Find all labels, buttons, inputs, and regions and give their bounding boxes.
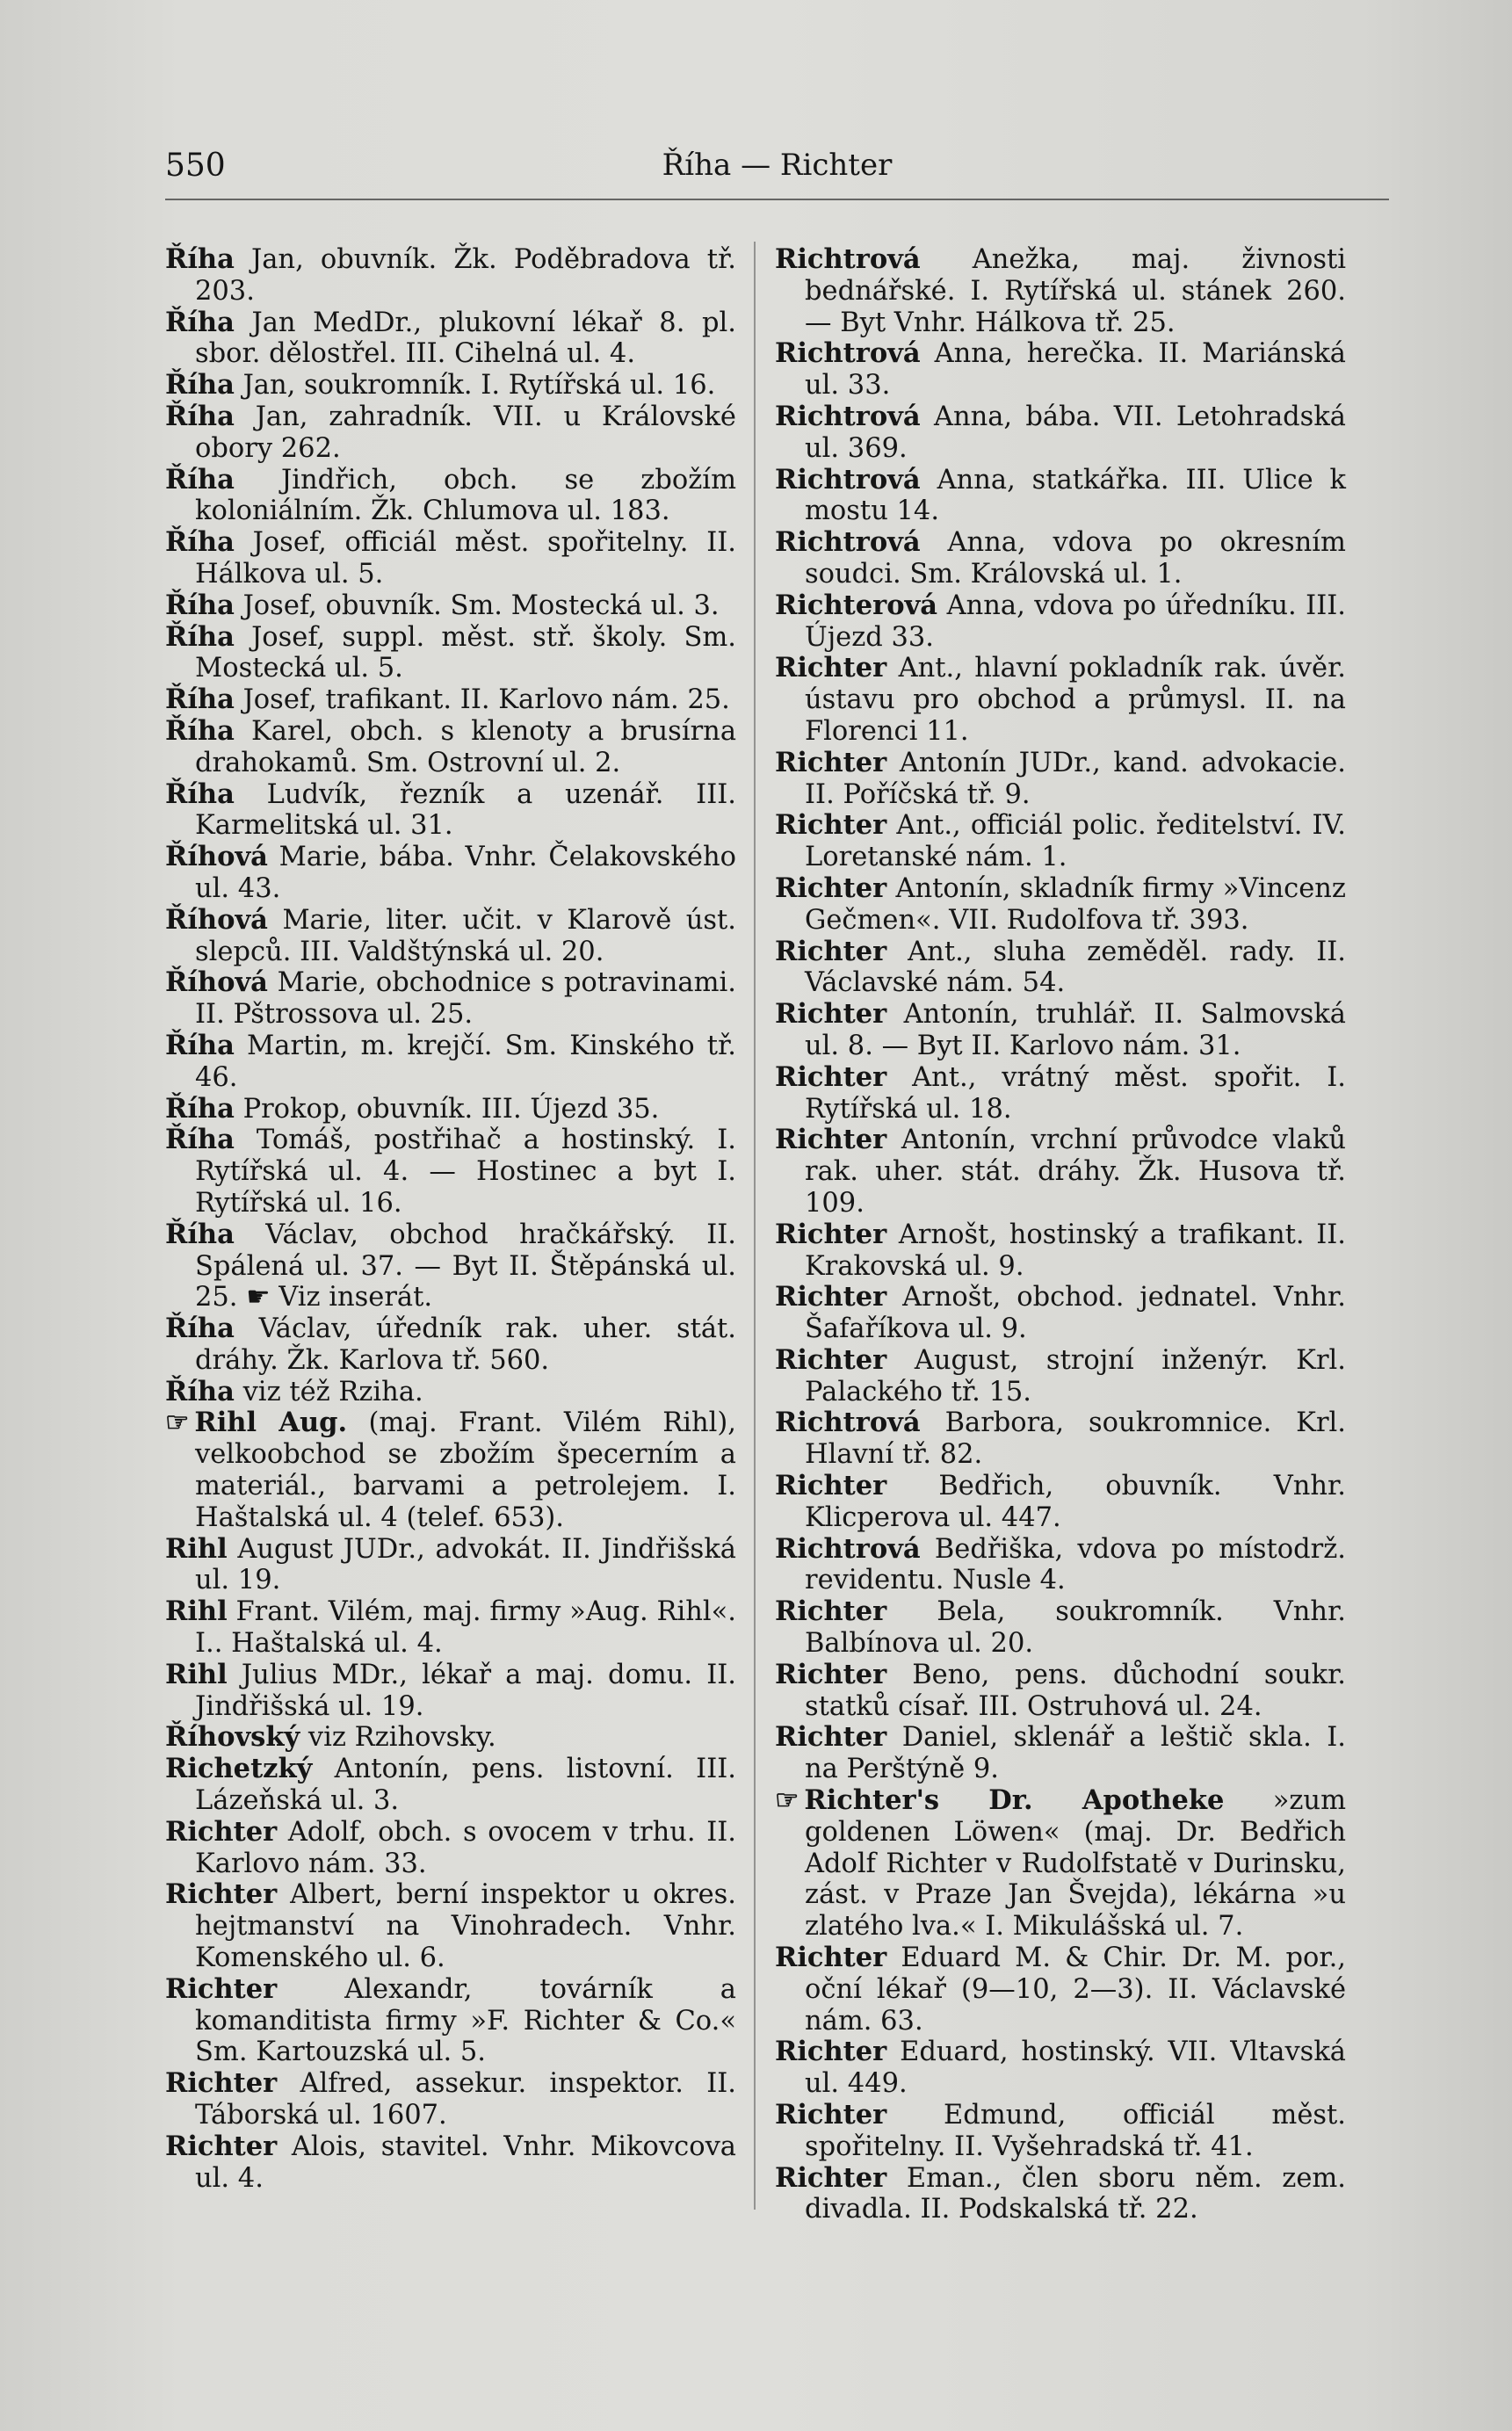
entry-surname: Říha <box>165 369 235 402</box>
page-number: 550 <box>165 148 226 184</box>
entry-details: Antonín, vrchní průvodce vlaků rak. uher. stát. dráhy. Žk. Husova tř. 109. <box>805 1125 1346 1219</box>
entry-surname: Říhová <box>165 841 268 873</box>
directory-entry <box>775 748 1346 811</box>
directory-entry <box>165 1094 736 1125</box>
directory-entry <box>165 1219 736 1313</box>
entry-surname: Richter <box>775 2036 887 2068</box>
entry-surname: Richtrová <box>775 463 921 496</box>
entry-surname: Richter <box>775 809 887 842</box>
directory-entry <box>165 842 736 905</box>
running-head: Říha — Richter <box>662 148 893 183</box>
directory-entry <box>775 338 1346 402</box>
directory-entry <box>165 307 736 371</box>
entry-details: Edmund, officiál měst. spořitelny. II. Vyšehradská tř. 41. <box>805 2100 1346 2162</box>
directory-entry <box>165 1596 736 1660</box>
entry-surname: Richter <box>165 2067 278 2100</box>
entry-surname: Říhová <box>165 966 268 999</box>
entry-surname: Rihl <box>165 1532 228 1565</box>
entry-details: Josef, trafikant. II. Karlovo nám. 25. <box>242 684 730 716</box>
entry-details: Jan, soukromník. I. Rytířská ul. 16. <box>242 370 716 402</box>
directory-entry <box>775 527 1346 590</box>
entry-details: Alfred, assekur. inspektor. II. Táborská ul. 1607. <box>195 2068 736 2131</box>
directory-entry <box>775 937 1346 1000</box>
entry-details: Eman., člen sboru něm. zem. divadla. II. Podskalská tř. 22. <box>805 2162 1346 2225</box>
directory-entry <box>165 716 736 779</box>
directory-entry <box>775 1943 1346 2037</box>
entry-surname: Richtrová <box>775 243 921 275</box>
entry-surname: Richter <box>165 1815 278 1848</box>
entry-details: Beno, pens. důchodní soukr. statků císař. III. Ostruhová ul. 24. <box>805 1659 1346 1722</box>
entry-details: Marie, bába. Vnhr. Čelakovského ul. 43. <box>195 842 736 904</box>
directory-entry <box>165 1031 736 1094</box>
directory-entry <box>775 999 1346 1062</box>
entry-details: Antonín JUDr., kand. advokacie. II. Poříčská tř. 9. <box>805 747 1346 810</box>
entry-details: Josef, officiál měst. spořitelny. II. Hálkova ul. 5. <box>195 527 736 590</box>
entry-details: Ludvík, řezník a uzenář. III. Karmelitská ul. 31. <box>195 778 736 842</box>
right-column <box>775 244 1346 2225</box>
entry-details: Eduard M. & Chir. Dr. M. por., oční lékař (9—10, 2—3). II. Václavské nám. 63. <box>805 1943 1346 2037</box>
directory-entry <box>165 1125 736 1219</box>
entry-details: Barbora, soukromnice. Krl. Hlavní tř. 82. <box>805 1407 1346 1471</box>
entry-surname: Rihl <box>165 1658 228 1690</box>
entry-details: »zum goldenen Löwen« (maj. Dr. Bedřich Adolf Richter v Rudolfstatě v Durinsku, zást. v Praze Jan Švejda), lékárna »u zlatého lva.« I. Mikulášská ul. 7. <box>805 1785 1346 1943</box>
directory-entry <box>165 1817 736 1880</box>
directory-entry <box>165 527 736 590</box>
directory-entry <box>775 1282 1346 1345</box>
pointing-hand-icon: ☞ <box>165 1407 190 1439</box>
entry-surname: Richter <box>775 1942 887 1974</box>
entry-details: Anna, vdova po úředníku. III. Újezd 33. <box>805 590 1346 653</box>
directory-entry <box>165 402 736 465</box>
entry-surname: Richter <box>775 935 887 967</box>
entry-surname: Richter <box>775 1281 887 1313</box>
entry-surname: Rihl <box>165 1595 228 1628</box>
entry-details: Ant., hlavní pokladník rak. úvěr. ústavu pro obchod a průmysl. II. na Florenci 11. <box>805 653 1346 747</box>
directory-entry <box>165 1879 736 1973</box>
entry-details: Julius MDr., lékař a maj. domu. II. Jindřišská ul. 19. <box>195 1659 737 1722</box>
entry-surname: Richter <box>165 1972 278 2005</box>
entry-details: Arnošt, hostinský a trafikant. II. Krakovská ul. 9. <box>805 1219 1346 1282</box>
entry-details: Václav, úředník rak. uher. stát. dráhy. Žk. Karlova tř. 560. <box>195 1313 736 1376</box>
entry-details: Anna, herečka. II. Mariánská ul. 33. <box>805 338 1346 402</box>
entry-details: Marie, liter. učit. v Klarově úst. slepců. III. Valdštýnská ul. 20. <box>195 904 736 967</box>
directory-entry <box>775 873 1346 937</box>
directory-entry <box>165 590 736 622</box>
entry-details: Prokop, obuvník. III. Újezd 35. <box>242 1093 660 1125</box>
directory-entry <box>165 1313 736 1377</box>
entry-details: Martin, m. krejčí. Sm. Kinského tř. 46. <box>195 1030 736 1093</box>
entry-surname: Richtrová <box>775 337 921 370</box>
entry-surname: Richter <box>775 1343 887 1376</box>
entry-surname: Richtrová <box>775 526 921 559</box>
entry-surname: Richtrová <box>775 1532 921 1565</box>
directory-entry <box>775 465 1346 528</box>
directory-entry <box>775 1596 1346 1660</box>
directory-entry <box>165 1534 736 1597</box>
entry-surname: Richetzký <box>165 1753 313 1785</box>
entry-details: Ant., officiál polic. ředitelství. IV. Loretanské nám. 1. <box>805 810 1346 873</box>
entry-surname: Richter <box>775 746 887 778</box>
directory-entry <box>165 370 736 402</box>
directory-entry <box>775 1534 1346 1597</box>
entry-details: August JUDr., advokát. II. Jindřišská ul. 19. <box>195 1533 736 1596</box>
directory-entry <box>165 622 736 685</box>
entry-surname: Richtrová <box>775 400 921 432</box>
entry-details: Ant., vrátný měst. spořit. I. Rytířská ul. 18. <box>805 1061 1346 1125</box>
entry-details: Eduard, hostinský. VII. Vltavská ul. 449. <box>805 2037 1346 2100</box>
directory-entry <box>775 1660 1346 1723</box>
entry-details: Jan, zahradník. VII. u Královské obory 262. <box>195 401 736 464</box>
entry-surname: Říha <box>165 1092 235 1125</box>
entry-details: Alois, stavitel. Vnhr. Mikovcova ul. 4. <box>195 2131 736 2194</box>
entry-surname: Říha <box>165 620 235 653</box>
directory-entry <box>165 2131 736 2195</box>
entry-surname: Říha <box>165 1029 235 1061</box>
entry-details: Bedřiška, vdova po místodrž. revidentu. Nusle 4. <box>805 1533 1346 1596</box>
entry-details: Anna, bába. VII. Letohradská ul. 369. <box>805 401 1346 464</box>
entry-details: Anna, statkářka. III. Ulice k mostu 14. <box>805 464 1346 527</box>
entry-surname: Říhová <box>165 903 268 936</box>
directory-entry <box>775 2037 1346 2100</box>
entry-surname: Richter <box>775 872 887 904</box>
directory-entry <box>775 2163 1346 2226</box>
directory-entry <box>165 1974 736 2068</box>
entry-details: August, strojní inženýr. Krl. Palackého tř. 15. <box>805 1344 1346 1407</box>
entry-details: Antonín, skladník firmy »Vincenz Gečmen«. VII. Rudolfova tř. 393. <box>805 872 1346 936</box>
entry-surname: Richter <box>165 2130 278 2162</box>
entry-surname: Říha <box>165 684 235 716</box>
directory-entry <box>775 244 1346 338</box>
entry-details: Josef, obuvník. Sm. Mostecká ul. 3. <box>242 590 720 621</box>
directory-entry <box>775 1125 1346 1219</box>
entry-details: Frant. Vilém, maj. firmy »Aug. Rihl«. I.. Haštalská ul. 4. <box>195 1596 736 1660</box>
entry-details: viz též Rziha. <box>242 1376 423 1407</box>
entry-surname: Říha <box>165 1375 235 1407</box>
entry-surname: Richter <box>775 998 887 1031</box>
entry-details: Karel, obch. s klenoty a brusírna drahokamů. Sm. Ostrovní ul. 2. <box>195 715 736 778</box>
entry-surname: Říha <box>165 778 235 810</box>
entry-surname: Říha <box>165 1313 235 1345</box>
entry-details: Jindřich, obch. se zbožím koloniálním. Žk. Chlumova ul. 183. <box>195 464 736 527</box>
directory-entry <box>775 2100 1346 2163</box>
entry-details: Bedřich, obuvník. Vnhr. Klicperova ul. 447. <box>805 1471 1346 1533</box>
entry-surname: Richter <box>775 1721 887 1754</box>
directory-entry <box>165 1754 736 1817</box>
directory-entry <box>165 1377 736 1408</box>
left-column <box>165 244 736 2194</box>
entry-surname: Říha <box>165 1124 235 1156</box>
directory-entry <box>775 810 1346 873</box>
directory-entry <box>165 779 736 843</box>
directory-entry <box>775 1785 1346 1943</box>
entry-surname: Richter's Dr. Apotheke <box>804 1784 1225 1817</box>
entry-details: Anna, vdova po okresním soudci. Sm. Královská ul. 1. <box>805 527 1346 590</box>
entry-details: Antonín, pens. listovní. III. Lázeňská ul. 3. <box>195 1754 736 1817</box>
directory-entry <box>775 402 1346 465</box>
entry-surname: Říha <box>165 400 235 432</box>
entry-surname: Richter <box>775 1060 887 1093</box>
column-divider <box>754 242 756 2210</box>
entry-details: viz Rzihovsky. <box>307 1722 496 1754</box>
directory-entry <box>165 905 736 968</box>
directory-entry <box>165 684 736 716</box>
entry-surname: Říha <box>165 1218 235 1250</box>
directory-entry <box>165 967 736 1031</box>
pointing-hand-icon: ☞ <box>775 1784 799 1817</box>
directory-entry <box>775 1722 1346 1785</box>
entry-details: Marie, obchodnice s potravinami. II. Pštrossova ul. 25. <box>195 967 736 1031</box>
directory-entry <box>775 1471 1346 1534</box>
entry-details: (maj. Frant. Vilém Rihl), velkoobchod se zbožím špecerním a materiál., barvami a petrolejem. I. Haštalská ul. 4 (telef. 653). <box>195 1407 736 1533</box>
page-header <box>165 148 1389 192</box>
directory-entry <box>165 1407 736 1533</box>
entry-details: Ant., sluha zeměděl. rady. II. Václavské nám. 54. <box>805 936 1346 999</box>
header-rule <box>165 199 1389 200</box>
entry-details: Albert, berní inspektor u okres. hejtmanství na Vinohradech. Vnhr. Komenského ul. 6. <box>195 1879 736 1974</box>
entry-surname: Říha <box>165 463 235 496</box>
entry-surname: Richter <box>775 1124 887 1156</box>
entry-details: Anežka, maj. živnosti bednářské. I. Rytířská ul. stánek 260. — Byt Vnhr. Hálkova tř. 25. <box>805 244 1346 338</box>
directory-entry <box>165 465 736 528</box>
directory-entry <box>165 2068 736 2131</box>
entry-details: Daniel, sklenář a leštič skla. I. na Perštýně 9. <box>805 1722 1346 1785</box>
entry-surname: Richter <box>775 2161 887 2194</box>
directory-entry <box>165 1660 736 1723</box>
entry-surname: Rihl Aug. <box>194 1407 348 1439</box>
entry-surname: Říha <box>165 589 235 621</box>
entry-details: Jan MedDr., plukovní lékař 8. pl. sbor. dělostřel. III. Cihelná ul. 4. <box>195 307 736 370</box>
entry-details: Arnošt, obchod. jednatel. Vnhr. Šafaříkova ul. 9. <box>805 1282 1346 1345</box>
entry-details: Adolf, obch. s ovocem v trhu. II. Karlovo nám. 33. <box>195 1816 736 1879</box>
directory-entry <box>775 1062 1346 1125</box>
entry-surname: Richter <box>775 652 887 684</box>
entry-surname: Richter <box>775 1470 887 1502</box>
entry-details: Josef, suppl. měst. stř. školy. Sm. Mostecká ul. 5. <box>195 621 736 684</box>
entry-surname: Říhovský <box>165 1721 300 1754</box>
entry-surname: Říha <box>165 306 235 338</box>
entry-surname: Richter <box>775 1658 887 1690</box>
entry-surname: Říha <box>165 243 235 275</box>
directory-entry <box>165 1722 736 1754</box>
entry-surname: Říha <box>165 526 235 559</box>
directory-entry <box>775 653 1346 747</box>
entry-details: Antonín, truhlář. II. Salmovská ul. 8. — Byt II. Karlovo nám. 31. <box>805 999 1346 1061</box>
directory-entry <box>775 1407 1346 1471</box>
entry-surname: Richter <box>775 1218 887 1250</box>
entry-surname: Richterová <box>775 589 938 621</box>
entry-surname: Richter <box>775 1595 887 1628</box>
directory-entry <box>775 1345 1346 1408</box>
entry-surname: Říha <box>165 714 235 747</box>
directory-entry <box>775 590 1346 654</box>
entry-details: Alexandr, továrník a komanditista firmy »F. Richter & Co.« Sm. Kartouzská ul. 5. <box>195 1973 736 2068</box>
entry-surname: Richter <box>165 1878 278 1911</box>
directory-entry <box>775 1219 1346 1283</box>
entry-details: Bela, soukromník. Vnhr. Balbínova ul. 20. <box>805 1596 1346 1660</box>
entry-details: Václav, obchod hračkářský. II. Spálená ul. 37. — Byt II. Štěpánská ul. 25. ☛ Viz inserát. <box>195 1219 736 1313</box>
entry-details: Jan, obuvník. Žk. Poděbradova tř. 203. <box>195 244 736 307</box>
entry-surname: Richtrová <box>775 1407 921 1439</box>
entry-details: Tomáš, postřihač a hostinský. I. Rytířská ul. 4. — Hostinec a byt I. Rytířská ul. 16. <box>195 1125 736 1219</box>
directory-entry <box>165 244 736 307</box>
entry-surname: Richter <box>775 2099 887 2131</box>
